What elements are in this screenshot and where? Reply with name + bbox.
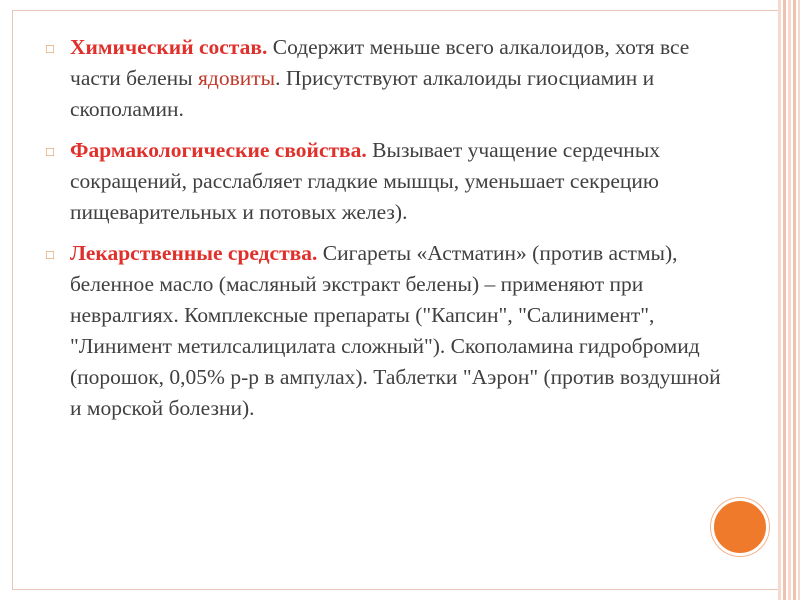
bullet-heading: Фармакологические свойства. (70, 138, 367, 162)
bullet-marker-icon: □ (46, 41, 54, 56)
slide-content (46, 32, 736, 434)
bullet-text: Сигареты «Астматин» (против астмы), беленное масло (масляный экстракт белены) – применяют при невралгиях. Комплексные препараты ("Капсин", "Салинимент", "Линимент метилсалицилата сложный"). Скополамина гидробромид (порошок, 0,05% р-р в ампулах). Таблетки "Аэрон" (против воздушной и морской болезни). (70, 241, 721, 420)
accent-circle (711, 498, 769, 556)
bullet-text: Содержит меньше всего алкалоидов, хотя все части белены (70, 35, 690, 90)
bullet-text: . Присутствуют алкалоиды гиосциамин и скополамин. (70, 66, 655, 121)
decorative-stripes (778, 0, 800, 600)
bullet-chemical-composition (46, 32, 736, 125)
bullet-highlight: ядовиты (197, 66, 276, 90)
bullet-medicinal-products (46, 238, 736, 424)
bullet-heading: Химический состав. (70, 35, 268, 59)
bullet-marker-icon: □ (46, 144, 54, 159)
bullet-text: Вызывает учащение сердечных сокращений, расслабляет гладкие мышцы, уменьшает секрецию пищеварительных и потовых желез). (70, 138, 661, 224)
bullet-marker-icon: □ (46, 247, 54, 262)
bullet-pharmacological-properties (46, 135, 736, 228)
bullet-heading: Лекарственные средства. (70, 241, 318, 265)
